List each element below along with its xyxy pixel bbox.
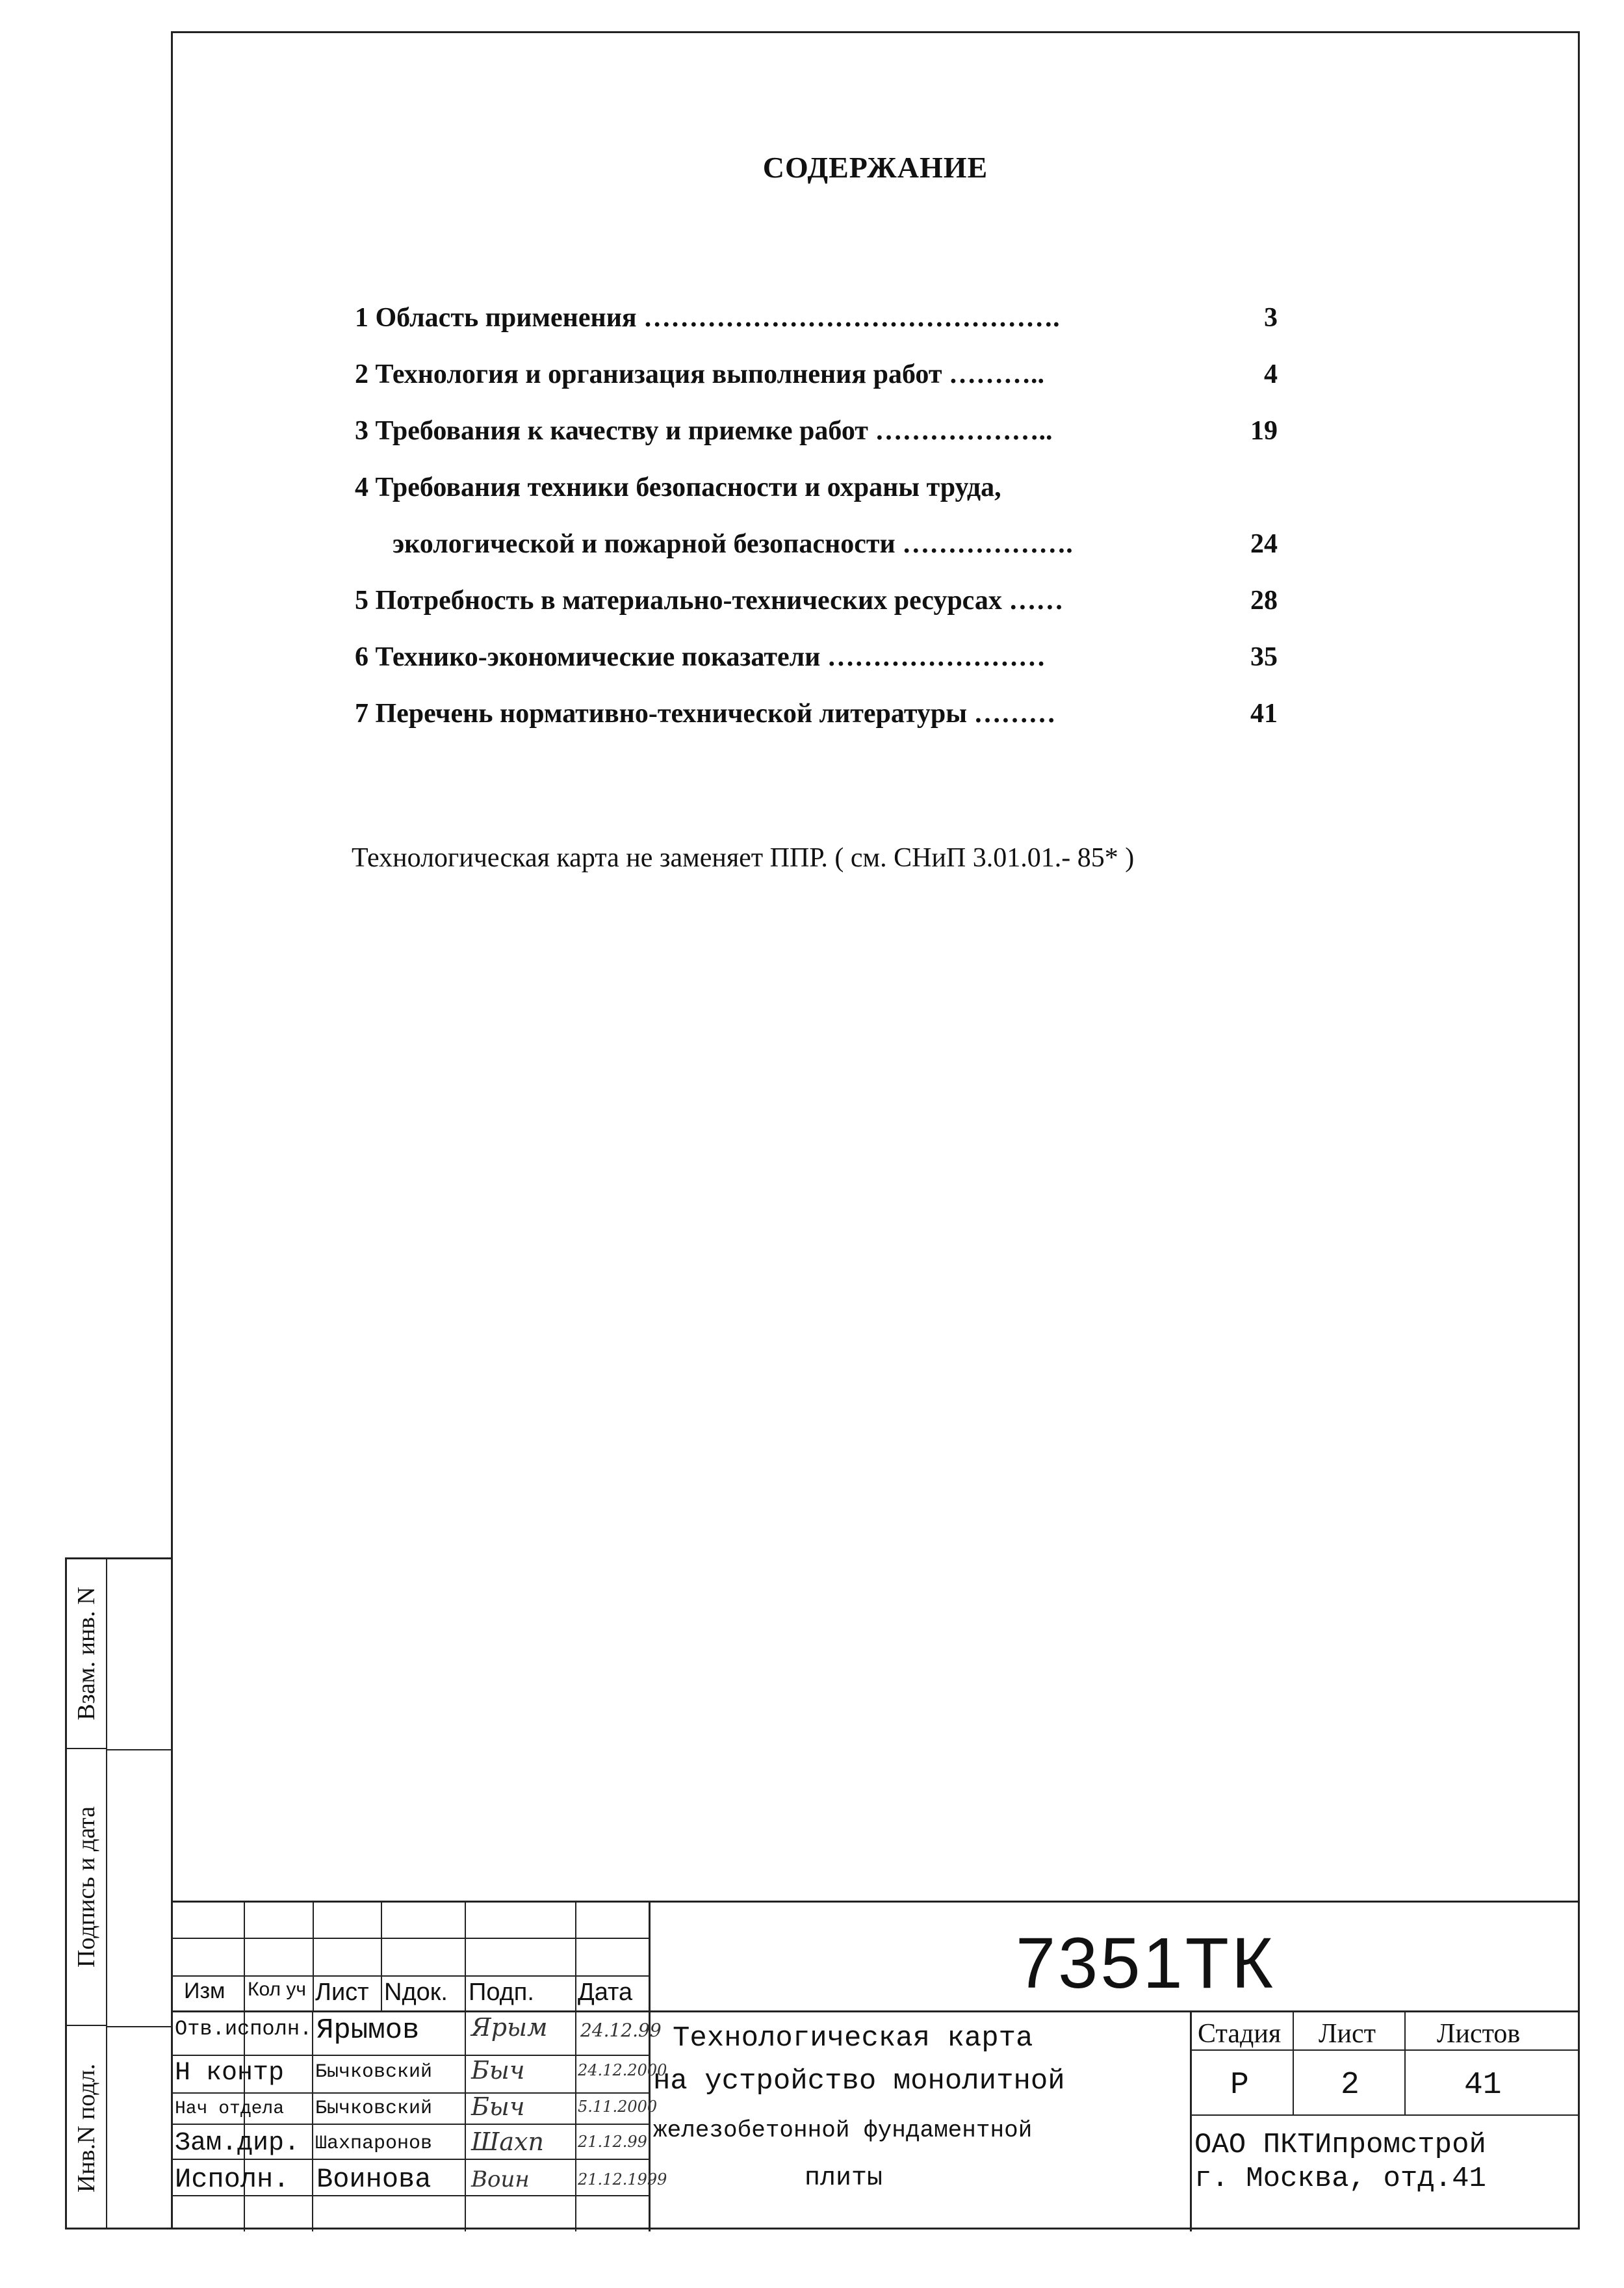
signature-date: 21.12.99: [578, 2133, 647, 2151]
divider: [106, 1749, 173, 1750]
signature-date: 24.12.99: [580, 2020, 662, 2041]
stage-label: Стадия: [1198, 2019, 1282, 2049]
divider: [1404, 2010, 1406, 2114]
header-podp: Подп.: [469, 1979, 534, 2006]
divider: [171, 2055, 649, 2056]
divider: [312, 2010, 313, 2231]
toc-item: [355, 516, 1278, 573]
doc-title-line: Технологическая карта: [673, 2022, 1033, 2055]
toc-item-text: 5 Потребность в материально-технических ресурсах ……: [355, 586, 1064, 616]
toc-item: [355, 403, 1278, 460]
organization-city: г. Москва, отд.41: [1194, 2163, 1486, 2195]
toc-item-text: 2 Технология и организация выполнения работ ………..: [355, 359, 1044, 389]
side-stamp: [65, 1557, 171, 2230]
table-of-contents: [355, 290, 1278, 742]
person-name: Ярымов: [316, 2014, 420, 2047]
header-list: Лист: [315, 1979, 369, 2006]
title-block: [171, 1901, 1580, 2231]
divider: [171, 2092, 649, 2094]
side-label-vzam: Взам. инв. N: [73, 1587, 100, 1721]
toc-item-page: 4: [1264, 359, 1278, 389]
header-kol: Кол уч: [248, 1979, 306, 2000]
header-data: Дата: [578, 1979, 633, 2006]
divider: [465, 1903, 466, 2231]
person-name: Шахпаронов: [315, 2133, 433, 2155]
divider: [1190, 2010, 1192, 2231]
divider: [171, 2124, 649, 2125]
sheet-value: 2: [1341, 2068, 1360, 2103]
role-label: Исполн.: [175, 2164, 290, 2195]
signature-date: 21.12.1999: [578, 2170, 667, 2189]
side-label-podpis: Подпись и дата: [73, 1806, 100, 1968]
role-label: Нач отдела: [175, 2099, 285, 2119]
note-text: Технологическая карта не заменяет ППР. ( см. СНиП 3.01.01.- 85* ): [352, 843, 1135, 873]
doc-title-line: плиты: [805, 2164, 883, 2193]
signature: Быч: [471, 2092, 525, 2121]
toc-item-page: 24: [1250, 529, 1278, 559]
side-label-column: [67, 1559, 107, 2228]
role-label: Зам.дир.: [175, 2129, 300, 2158]
role-label: Н контр: [175, 2059, 285, 2088]
page-title: СОДЕРЖАНИЕ: [762, 151, 988, 184]
doc-title-line: на устройство монолитной: [653, 2065, 1065, 2098]
divider: [381, 1903, 382, 2010]
divider: [171, 1975, 649, 1977]
header-ndok: Nдок.: [384, 1979, 448, 2006]
toc-item: [355, 460, 1278, 516]
signature-date: 24.12.2000: [578, 2061, 667, 2079]
divider: [575, 1903, 576, 2231]
organization-name: ОАО ПКТИпромстрой: [1194, 2129, 1486, 2161]
role-label: Отв.исполн.: [175, 2017, 313, 2041]
toc-item-page: 19: [1250, 416, 1278, 446]
sheets-label: Листов: [1437, 2019, 1521, 2049]
side-cell-podpis: [67, 1749, 106, 2026]
toc-item-text: экологической и пожарной безопасности ……………….: [393, 529, 1073, 559]
signature: Ярым: [471, 2013, 548, 2042]
toc-item: [355, 686, 1278, 742]
divider: [1190, 2114, 1580, 2116]
signature: Шахп: [471, 2127, 544, 2156]
divider: [1190, 2049, 1580, 2051]
signature: Быч: [471, 2056, 525, 2085]
divider: [313, 1903, 314, 2010]
divider: [171, 2159, 649, 2160]
divider: [106, 2026, 173, 2027]
person-name: Воинова: [316, 2164, 432, 2195]
toc-item-page: 28: [1250, 586, 1278, 616]
toc-item-text: 6 Технико-экономические показатели ……………………: [355, 642, 1046, 672]
toc-item-text: 3 Требования к качеству и приемке работ ………………..: [355, 416, 1053, 446]
document-number: 7351ТК: [1016, 1923, 1276, 2003]
person-name: Бычковский: [315, 2061, 433, 2083]
toc-item: [355, 573, 1278, 629]
signature-date: 5.11.2000: [578, 2098, 658, 2116]
sheet-label: Лист: [1319, 2019, 1376, 2049]
divider: [1293, 2010, 1294, 2114]
stage-value: Р: [1230, 2068, 1249, 2103]
divider: [171, 2010, 1580, 2012]
page-frame: [171, 31, 1580, 2230]
toc-item: [355, 346, 1278, 403]
signature: Воин: [471, 2166, 530, 2192]
toc-item: [355, 629, 1278, 686]
person-name: Бычковский: [315, 2098, 433, 2120]
header-izm: Изм: [184, 1979, 226, 2003]
toc-item-text: 1 Область применения ……………………………………….: [355, 303, 1060, 333]
toc-item: [355, 290, 1278, 346]
sheets-value: 41: [1464, 2068, 1502, 2103]
toc-item-page: 41: [1250, 699, 1278, 729]
toc-item-page: 35: [1250, 642, 1278, 672]
doc-title-line: железобетонной фундаментной: [653, 2117, 1033, 2144]
toc-item-text: 4 Требования техники безопасности и охраны труда,: [355, 473, 1001, 502]
toc-item-page: 3: [1264, 303, 1278, 333]
side-label-inv: Инв.N подл.: [73, 2063, 100, 2192]
side-cell-inv: [67, 2026, 106, 2230]
divider: [171, 2195, 649, 2196]
toc-item-text: 7 Перечень нормативно-технической литературы ………: [355, 699, 1056, 729]
side-cell-vzam: [67, 1559, 106, 1749]
divider: [171, 1938, 649, 1939]
